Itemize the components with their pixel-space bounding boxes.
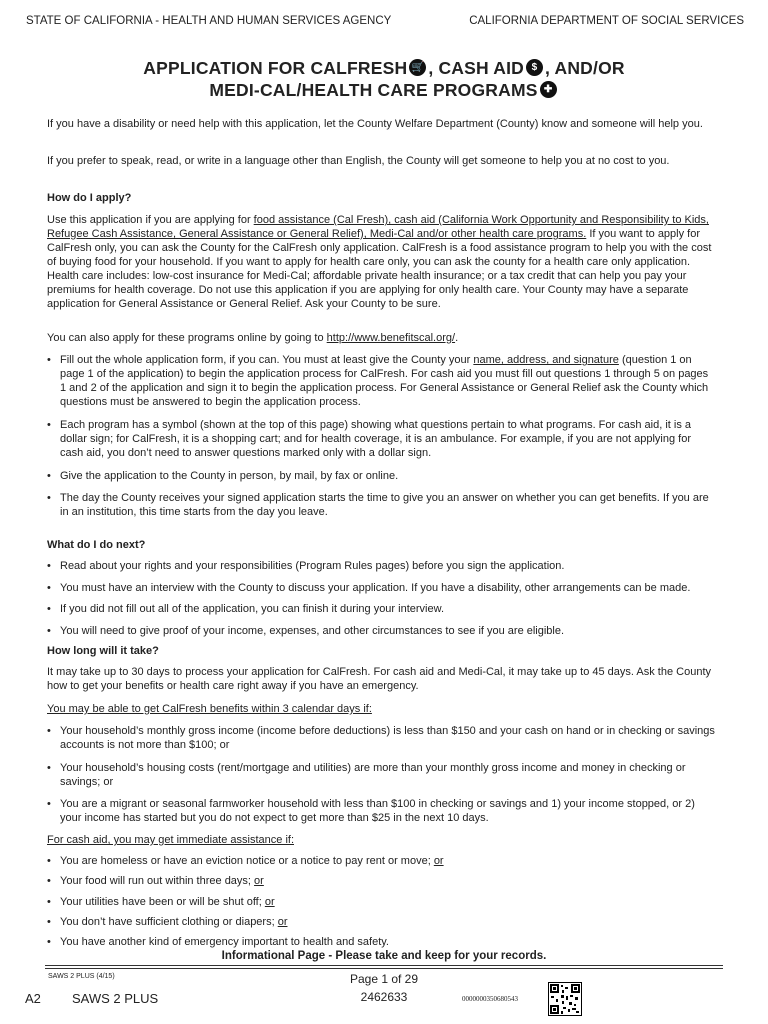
header-department: CALIFORNIA DEPARTMENT OF SOCIAL SERVICES — [469, 15, 744, 27]
heading-how-long: How long will it take? — [47, 645, 159, 657]
ambulance-icon: ✚ — [540, 81, 557, 98]
list-item: • Your utilities have been or will be shut off; or — [47, 895, 717, 909]
shopping-cart-icon: 🛒 — [409, 59, 426, 76]
footer-divider — [45, 968, 723, 969]
page-number: Page 1 of 29 — [349, 972, 419, 986]
form-number-small: SAWS 2 PLUS (4/15) — [48, 973, 115, 980]
list-item: • You must have an interview with the County to discuss your application. If you have a disability, other arrangements can be made. — [47, 581, 717, 595]
benefitscal-link[interactable]: http://www.benefitscal.org/ — [326, 332, 456, 344]
list-item: • Your food will run out within three days; or — [47, 874, 717, 888]
heading-what-next: What do I do next? — [47, 539, 146, 551]
list-item: • Fill out the whole application form, if you can. You must at least give the County your name, address, and signature (question 1 on page 1 of the application) to begin the application process for CalFresh. For cash aid you must fill out questions 1 through 5 on pages 1 and 2 of the application and sign it to begin the application process. For General Assistance or General Relief ask the County which questions must be answered to begin the application process. — [47, 353, 717, 409]
header-agency: STATE OF CALIFORNIA - HEALTH AND HUMAN SERVICES AGENCY — [26, 15, 392, 27]
list-item: • Your household’s housing costs (rent/mortgage and utilities) are more than your monthly gross income and money in checking or savings; or — [47, 761, 717, 789]
form-name: SAWS 2 PLUS — [72, 991, 159, 1006]
intro-disability: If you have a disability or need help with this application, let the County Welfare Department (County) know and someone will help you. — [47, 118, 703, 130]
list-item: • You will need to give proof of your income, expenses, and other circumstances to see if you are eligible. — [47, 624, 717, 638]
howlong-paragraph: It may take up to 30 days to process your application for CalFresh. For cash aid and Medi-Cal, it may take up to 45 days. Ask the County how to get your benefits or health care right away if you have an emergency. — [47, 666, 711, 692]
document-number: 2462633 — [360, 990, 408, 1004]
list-item: • You have another kind of emergency important to health and safety. — [47, 935, 717, 949]
list-item: • You are homeless or have an eviction notice or a notice to pay rent or move; or — [47, 854, 717, 868]
qr-code — [548, 982, 582, 1016]
list-item: • Your household’s monthly gross income (income before deductions) is less than $150 and your cash on hand or in checking or savings accounts is not more than $100; or — [47, 724, 717, 752]
form-code: A2 — [25, 991, 41, 1006]
informational-notice: Informational Page - Please take and keep for your records. — [221, 950, 547, 962]
dollar-sign-icon: $ — [526, 59, 543, 76]
list-item: • You are a migrant or seasonal farmworker household with less than $100 in checking or savings and 1) your income stopped, or 2) your income has started but you do not expect to get more than $25 in the next 10 days. — [47, 797, 717, 825]
list-item: • Each program has a symbol (shown at the top of this page) showing what questions pertain to what programs. For cash aid, it is a dollar sign; for CalFresh, it is a shopping cart; and for health coverage, it is an ambulance. For example, if you are not applying for cash aid, you don’t need to answer questions marked only with a dollar sign. — [47, 418, 717, 460]
page-title: APPLICATION FOR CALFRESH 🛒 , CASH AID $ , AND/OR — [143, 58, 625, 78]
heading-how-apply: How do I apply? — [47, 192, 132, 204]
footer-divider — [45, 965, 723, 966]
list-item: • Read about your rights and your responsibilities (Program Rules pages) before you sign the application. — [47, 559, 717, 573]
list-item: • Give the application to the County in person, by mail, by fax or online. — [47, 469, 717, 483]
intro-language: If you prefer to speak, read, or write in a language other than English, the County will get someone to help you at no cost to you. — [47, 155, 670, 167]
apply-online: You can also apply for these programs online by going to http://www.benefitscal.org/. — [47, 332, 459, 344]
page-title-line2: MEDI-CAL/HEALTH CARE PROGRAMS ✚ — [0, 80, 768, 101]
calfresh-expedited-heading: You may be able to get CalFresh benefits within 3 calendar days if: — [47, 703, 372, 715]
apply-paragraph: Use this application if you are applying for food assistance (Cal Fresh), cash aid (California Work Opportunity and Responsibility to Kids, Refugee Cash Assistance, General Assistance or General Relief), Medi-Cal and/or other health care programs. If you want to apply for CalFresh only, you can ask the County for the CalFresh only application. CalFresh is a food assistance program to help you with the cost of buying food for your household. If you want to apply for health care only, you can ask the county for a health care only application. Health care includes: low-cost insurance for Medi-Cal; affordable private health insurance; or a tax credit that can help you pay your premiums for health coverage. Do not use this application if you are applying for only health care. Your County may have a separate application for General Assistance or General Relief. Ask your County to be sure. — [47, 214, 712, 310]
list-item: • The day the County receives your signed application starts the time to give you an answer on whether you can get benefits. If you are in an institution, this time starts from the day you leave. — [47, 491, 717, 519]
cashaid-immediate-heading: For cash aid, you may get immediate assistance if: — [47, 834, 294, 846]
list-item: • You don’t have sufficient clothing or diapers; or — [47, 915, 717, 929]
list-item: • If you did not fill out all of the application, you can finish it during your interview. — [47, 602, 717, 616]
barcode-number: 0000000350680543 — [462, 995, 518, 1003]
qr-code-graphic — [549, 983, 581, 1015]
